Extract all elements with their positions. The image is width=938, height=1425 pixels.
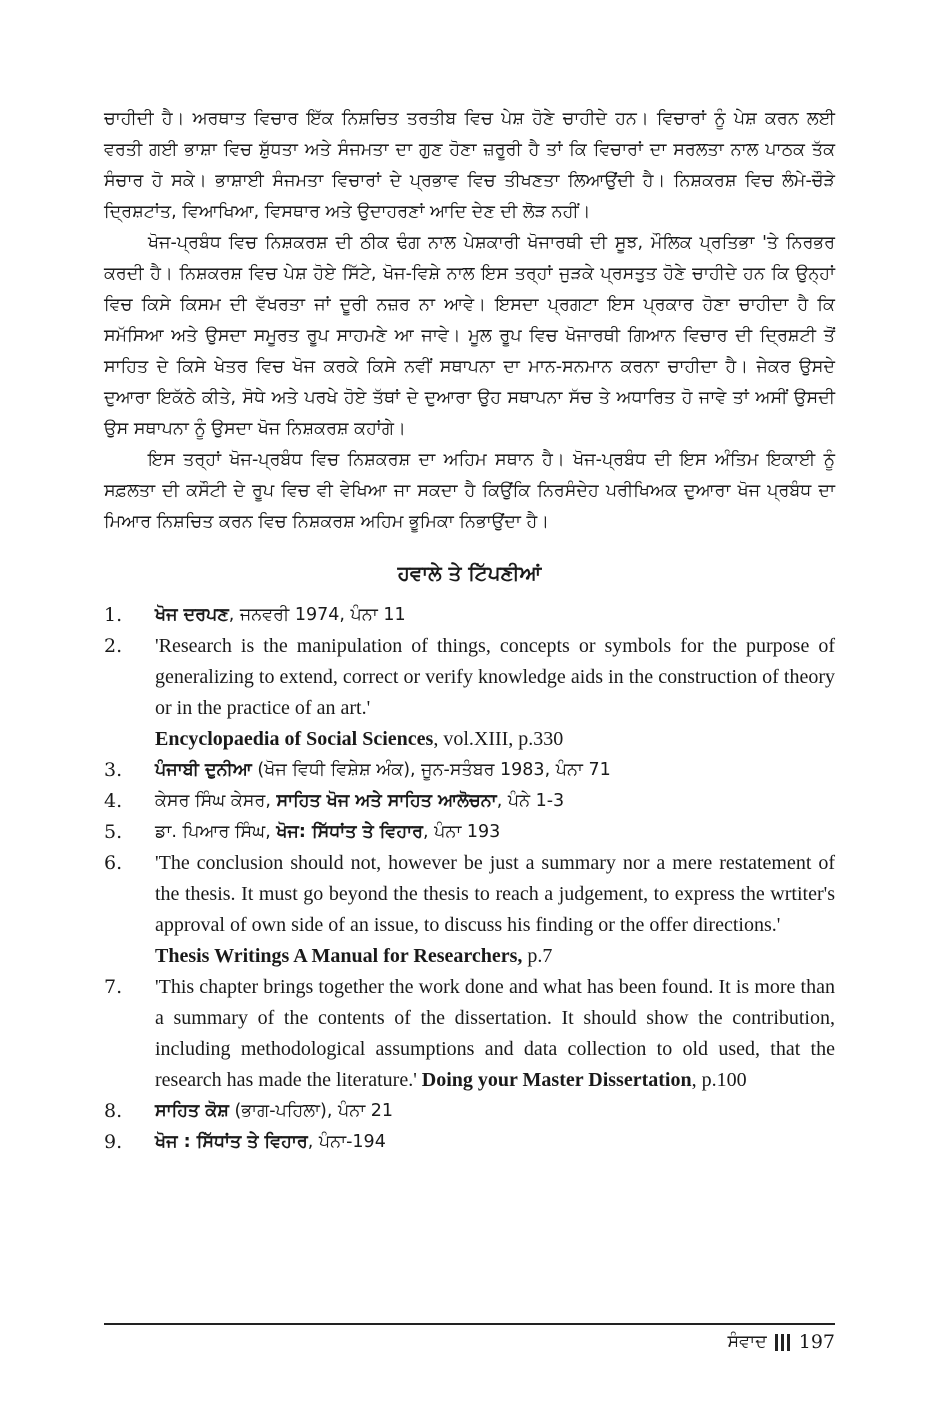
reference-title: ਸਾਹਿਤ ਕੋਸ਼ [155,1101,229,1121]
reference-number: 1. [104,604,123,626]
reference-detail: , ਪੰਨੇ 1-3 [496,791,565,811]
reference-source: Doing your Master Dissertation [421,1069,692,1091]
reference-number: 6. [104,852,123,874]
reference-title: ਪੰਜਾਬੀ ਦੁਨੀਆ [155,760,252,780]
page-number: 197 [798,1331,835,1353]
reference-item [104,1127,835,1158]
reference-text [155,972,835,1096]
page-body [104,104,835,1158]
reference-text [155,817,835,848]
reference-item [104,817,835,848]
reference-text [155,631,835,755]
reference-number: 5. [104,821,123,843]
journal-name: ਸੰਵਾਦ [727,1332,767,1352]
reference-author: ਡਾ. ਪਿਆਰ ਸਿੰਘ, [155,822,277,842]
reference-item [104,786,835,817]
reference-detail: , ਜਨਵਰੀ 1974, ਪੰਨਾ 11 [228,605,406,625]
reference-author: ਕੇਸਰ ਸਿੰਘ ਕੇਸਰ, [155,791,277,811]
reference-item [104,631,835,755]
reference-number: 7. [104,976,123,998]
reference-detail: p.7 [522,945,553,967]
reference-detail: (ਭਾਗ-ਪਹਿਲਾ), ਪੰਨਾ 21 [228,1101,394,1121]
reference-title: ਖੋਜ ਦਰਪਣ [155,605,229,625]
reference-title: ਸਾਹਿਤ ਖੋਜ ਅਤੇ ਸਾਹਿਤ ਆਲੋਚਨਾ [276,791,497,811]
paragraph-1: ਚਾਹੀਦੀ ਹੈ। ਅਰਥਾਤ ਵਿਚਾਰ ਇੱਕ ਨਿਸ਼ਚਿਤ ਤਰਤੀਬ ਵਿਚ ਪੇਸ਼ ਹੋਣੇ ਚਾਹੀਦੇ ਹਨ। ਵਿਚਾਰਾਂ ਨੂੰ ਪੇਸ਼ ਕਰਨ ਲਈ ਵਰਤੀ ਗਈ ਭਾਸ਼ਾ ਵਿਚ ਸ਼ੁੱਧਤਾ ਅਤੇ ਸੰਜਮਤਾ ਦਾ ਗੁਣ ਹੋਣਾ ਜ਼ਰੂਰੀ ਹੈ ਤਾਂ ਕਿ ਵਿਚਾਰਾਂ ਦਾ ਸਰਲਤਾ ਨਾਲ ਪਾਠਕ ਤੱਕ ਸੰਚਾਰ ਹੋ ਸਕੇ। ਭਾਸ਼ਾਈ ਸੰਜਮਤਾ ਵਿਚਾਰਾਂ ਦੇ ਪ੍ਰਭਾਵ ਵਿਚ ਤੀਖਣਤਾ ਲਿਆਉਂਦੀ ਹੈ। ਨਿਸ਼ਕਰਸ਼ ਵਿਚ ਲੰਮੇ-ਚੌੜੇ ਦ੍ਰਿਸ਼ਟਾਂਤ, ਵਿਆਖਿਆ, ਵਿਸਥਾਰ ਅਤੇ ਉਦਾਹਰਣਾਂ ਆਦਿ ਦੇਣ ਦੀ ਲੋੜ ਨਹੀਂ। [104,109,835,222]
reference-title: ਖੋਜ : ਸਿੱਧਾਂਤ ਤੇ ਵਿਹਾਰ [155,1132,308,1152]
reference-text [155,1096,835,1127]
reference-text [155,755,835,786]
reference-number: 8. [104,1100,123,1122]
reference-source: Thesis Writings A Manual for Researchers, [155,945,523,967]
reference-detail: , vol.XIII, p.330 [433,728,564,750]
reference-item [104,848,835,972]
page-footer [728,1331,835,1353]
reference-number: 2. [104,635,123,657]
reference-source: Encyclopaedia of Social Sciences [155,728,434,750]
footer-rule [104,1323,835,1325]
reference-quote: 'This chapter brings together the work done and what has been found. It is more than a summary of the contents of the dissertation. It should show the contribution, including methodological assumptions and data collection to old used, that the research has made the literature.' [155,976,835,1091]
reference-item [104,600,835,631]
reference-text [155,786,835,817]
reference-detail: , ਪੰਨਾ-194 [307,1132,386,1152]
reference-title: ਖੋਜ: ਸਿੱਧਾਂਤ ਤੇ ਵਿਹਾਰ [276,822,423,842]
section-heading: ਹਵਾਲੇ ਤੇ ਟਿੱਪਣੀਆਂ [397,561,542,585]
reference-number: 9. [104,1131,123,1153]
reference-detail: , p.100 [691,1069,747,1091]
reference-text [155,1127,835,1158]
reference-detail: (ਖੋਜ ਵਿਧੀ ਵਿਸ਼ੇਸ਼ ਅੰਕ), ਜੂਨ-ਸਤੰਬਰ 1983, ਪੰਨਾ 71 [251,760,611,780]
paragraph-3: ਇਸ ਤਰ੍ਹਾਂ ਖੋਜ-ਪ੍ਰਬੰਧ ਵਿਚ ਨਿਸ਼ਕਰਸ਼ ਦਾ ਅਹਿਮ ਸਥਾਨ ਹੈ। ਖੋਜ-ਪ੍ਰਬੰਧ ਦੀ ਇਸ ਅੰਤਿਮ ਇਕਾਈ ਨੂੰ ਸਫ਼ਲਤਾ ਦੀ ਕਸੌਟੀ ਦੇ ਰੂਪ ਵਿਚ ਵੀ ਵੇਖਿਆ ਜਾ ਸਕਦਾ ਹੈ ਕਿਉਂਕਿ ਨਿਰਸੰਦੇਹ ਪਰੀਖਿਅਕ ਦੁਆਰਾ ਖੋਜ ਪ੍ਰਬੰਧ ਦਾ ਮਿਆਰ ਨਿਸ਼ਚਿਤ ਕਰਨ ਵਿਚ ਨਿਸ਼ਕਰਸ਼ ਅਹਿਮ ਭੂਮਿਕਾ ਨਿਭਾਉਂਦਾ ਹੈ। [104,450,835,532]
reference-item [104,1096,835,1127]
reference-quote: 'The conclusion should not, however be just a summary nor a mere restatement of the thesis. It must go beyond the thesis to reach a judgement, to express the wrtiter's approval of own side of an issue, to discuss his finding or the offer directions.' [155,852,835,936]
references-list [104,600,835,1158]
bars-icon [775,1334,791,1351]
reference-text [155,848,835,972]
reference-number: 4. [104,790,123,812]
reference-number: 3. [104,759,123,781]
reference-item [104,972,835,1096]
reference-quote: 'Research is the manipulation of things, concepts or symbols for the purpose of generalizing to extend, correct or verify knowledge aids in the construction of theory or in the practice of an art.' [155,635,835,719]
paragraph-2: ਖੋਜ-ਪ੍ਰਬੰਧ ਵਿਚ ਨਿਸ਼ਕਰਸ਼ ਦੀ ਠੀਕ ਢੰਗ ਨਾਲ ਪੇਸ਼ਕਾਰੀ ਖੋਜਾਰਥੀ ਦੀ ਸੂਝ, ਮੌਲਿਕ ਪ੍ਰਤਿਭਾ 'ਤੇ ਨਿਰਭਰ ਕਰਦੀ ਹੈ। ਨਿਸ਼ਕਰਸ਼ ਵਿਚ ਪੇਸ਼ ਹੋਏ ਸਿੱਟੇ, ਖੋਜ-ਵਿਸ਼ੇ ਨਾਲ ਇਸ ਤਰ੍ਹਾਂ ਜੁੜਕੇ ਪ੍ਰਸਤੁਤ ਹੋਣੇ ਚਾਹੀਦੇ ਹਨ ਕਿ ਉਨ੍ਹਾਂ ਵਿਚ ਕਿਸੇ ਕਿਸਮ ਦੀ ਵੱਖਰਤਾ ਜਾਂ ਦੂਰੀ ਨਜ਼ਰ ਨਾ ਆਵੇ। ਇਸਦਾ ਪ੍ਰਗਟਾ ਇਸ ਪ੍ਰਕਾਰ ਹੋਣਾ ਚਾਹੀਦਾ ਹੈ ਕਿ ਸਮੱਸਿਆ ਅਤੇ ਉਸਦਾ ਸਮੂਰਤ ਰੂਪ ਸਾਹਮਣੇ ਆ ਜਾਵੇ। ਮੂਲ ਰੂਪ ਵਿਚ ਖੋਜਾਰਥੀ ਗਿਆਨ ਵਿਚਾਰ ਦੀ ਦ੍ਰਿਸ਼ਟੀ ਤੋਂ ਸਾਹਿਤ ਦੇ ਕਿਸੇ ਖੇਤਰ ਵਿਚ ਖੋਜ ਕਰਕੇ ਕਿਸੇ ਨਵੀਂ ਸਥਾਪਨਾ ਦਾ ਮਾਨ-ਸਨਮਾਨ ਕਰਨਾ ਚਾਹੀਦਾ ਹੈ। ਜੇਕਰ ਉਸਦੇ ਦੁਆਰਾ ਇਕੱਠੇ ਕੀਤੇ, ਸੋਧੇ ਅਤੇ ਪਰਖੇ ਹੋਏ ਤੱਥਾਂ ਦੇ ਦੁਆਰਾ ਉਹ ਸਥਾਪਨਾ ਸੱਚ ਤੇ ਅਧਾਰਿਤ ਹੋ ਜਾਵੇ ਤਾਂ ਅਸੀਂ ਉਸਦੀ ਉਸ ਸਥਾਪਨਾ ਨੂੰ ਉਸਦਾ ਖੋਜ ਨਿਸ਼ਕਰਸ਼ ਕਹਾਂਗੇ। [104,233,835,439]
reference-text [155,600,835,631]
reference-detail: , ਪੰਨਾ 193 [422,822,501,842]
reference-item [104,755,835,786]
